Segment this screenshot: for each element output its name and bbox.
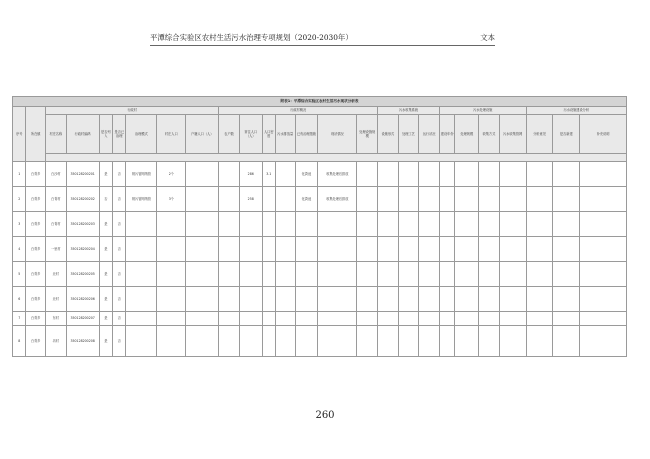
table-cell: 7 bbox=[13, 312, 26, 326]
table-cell bbox=[219, 287, 240, 312]
col-header-facility-form: 设施形式 bbox=[378, 115, 399, 154]
table-cell bbox=[126, 212, 157, 237]
table-cell bbox=[419, 312, 440, 326]
col-header-operation: 运行状况 bbox=[419, 115, 440, 154]
table-cell: 350128200201 bbox=[66, 162, 99, 187]
table-cell bbox=[239, 312, 262, 326]
table-cell bbox=[219, 237, 240, 262]
table-cell bbox=[439, 237, 454, 262]
table-cell: 收集处理后排放 bbox=[318, 162, 357, 187]
table-cell bbox=[157, 312, 186, 326]
group-header-collection: 污水收集系统 bbox=[378, 107, 440, 115]
table-cell bbox=[479, 326, 500, 357]
col-header-new: 是否新建 bbox=[553, 115, 580, 154]
col-header-facility-scale: 处理设施规模 bbox=[357, 115, 378, 154]
table-cell bbox=[378, 262, 399, 287]
table-cell bbox=[186, 237, 219, 262]
table-cell bbox=[553, 287, 580, 312]
table-cell bbox=[499, 287, 526, 312]
table-cell: 是 bbox=[99, 237, 112, 262]
table-cell: 否 bbox=[99, 187, 112, 212]
table-cell bbox=[126, 262, 157, 287]
table-cell: 坊村 bbox=[46, 326, 67, 357]
col-header-status: 现状情况 bbox=[318, 115, 357, 154]
table-cell: 否 bbox=[113, 237, 126, 262]
table-cell bbox=[219, 262, 240, 287]
table-cell bbox=[157, 326, 186, 357]
table-cell bbox=[157, 262, 186, 287]
table-cell bbox=[479, 237, 500, 262]
table-cell: 白青乡 bbox=[26, 237, 46, 262]
table-cell bbox=[318, 287, 357, 312]
table-cell: 白青乡 bbox=[26, 326, 46, 357]
table-cell: 350128200207 bbox=[66, 312, 99, 326]
table-cell: 350128200202 bbox=[66, 187, 99, 212]
table-cell bbox=[419, 187, 440, 212]
table-cell: 白青村 bbox=[46, 187, 67, 212]
table-cell bbox=[262, 312, 275, 326]
table-cell bbox=[378, 212, 399, 237]
table-cell bbox=[526, 326, 553, 357]
col-header-collection-method: 收集方式 bbox=[479, 115, 500, 154]
col-header-network: 污水收集管网 bbox=[499, 115, 526, 154]
table-cell bbox=[186, 262, 219, 287]
table-cell bbox=[219, 312, 240, 326]
table-cell bbox=[275, 287, 295, 312]
table-cell: 否 bbox=[113, 312, 126, 326]
table-cell: 白青乡 bbox=[26, 212, 46, 237]
col-header-listed: 是否列入 bbox=[99, 115, 112, 154]
table-cell bbox=[455, 326, 479, 357]
table-cell: 否 bbox=[113, 162, 126, 187]
table-cell: 3.1 bbox=[262, 162, 275, 187]
table-cell bbox=[439, 162, 454, 187]
table-cell bbox=[126, 287, 157, 312]
table-cell bbox=[580, 287, 627, 312]
table-cell bbox=[262, 212, 275, 237]
header-spacer-row bbox=[46, 154, 627, 162]
table-body bbox=[13, 162, 627, 357]
survey-table bbox=[12, 96, 627, 357]
table-cell bbox=[526, 212, 553, 237]
table-cell bbox=[126, 237, 157, 262]
table-row bbox=[13, 326, 627, 357]
table-cell: 白青乡 bbox=[26, 287, 46, 312]
table-cell bbox=[479, 187, 500, 212]
table-cell bbox=[186, 287, 219, 312]
col-header-households: 农户数 bbox=[219, 115, 240, 154]
table-cell bbox=[378, 237, 399, 262]
table-cell: 纳污管网纳管 bbox=[126, 162, 157, 187]
table-cell bbox=[318, 312, 357, 326]
table-cell bbox=[357, 212, 378, 237]
table-cell: 6 bbox=[13, 287, 26, 312]
table-cell bbox=[455, 237, 479, 262]
table-cell bbox=[186, 162, 219, 187]
table-cell bbox=[378, 187, 399, 212]
table-cell: 东村 bbox=[46, 312, 67, 326]
table-cell: 是 bbox=[99, 162, 112, 187]
table-cell bbox=[378, 312, 399, 326]
table-cell: 是 bbox=[99, 312, 112, 326]
col-header-registered: 户籍人口（人） bbox=[186, 115, 219, 154]
table-cell bbox=[479, 212, 500, 237]
table-row bbox=[13, 212, 627, 237]
table-cell bbox=[275, 212, 295, 237]
table-cell bbox=[455, 212, 479, 237]
table-cell bbox=[553, 262, 580, 287]
table-cell: 2 bbox=[13, 187, 26, 212]
table-cell: 是 bbox=[99, 326, 112, 357]
table-cell bbox=[262, 187, 275, 212]
page-number: 260 bbox=[315, 410, 335, 421]
group-header-overview: 行政村概况 bbox=[219, 107, 378, 115]
table-cell bbox=[357, 326, 378, 357]
table-cell bbox=[126, 326, 157, 357]
table-cell bbox=[219, 187, 240, 212]
table-cell bbox=[295, 287, 318, 312]
table-cell bbox=[499, 237, 526, 262]
table-cell: 350128200208 bbox=[66, 326, 99, 357]
table-cell: 否 bbox=[113, 187, 126, 212]
table-cell bbox=[455, 187, 479, 212]
table-cell: 否 bbox=[113, 212, 126, 237]
table-cell: 白沙村 bbox=[46, 162, 67, 187]
table-cell bbox=[419, 162, 440, 187]
table-cell bbox=[479, 312, 500, 326]
table-cell bbox=[455, 162, 479, 187]
table-row bbox=[13, 287, 627, 312]
table-cell bbox=[157, 237, 186, 262]
table-cell bbox=[239, 262, 262, 287]
table-cell bbox=[455, 287, 479, 312]
table-cell bbox=[455, 262, 479, 287]
table-cell bbox=[526, 262, 553, 287]
table-cell bbox=[275, 162, 295, 187]
col-header-opinion: 分析意见 bbox=[526, 115, 553, 154]
table-cell bbox=[219, 162, 240, 187]
col-header-index: 序号 bbox=[13, 107, 26, 162]
table-cell bbox=[455, 312, 479, 326]
table-cell bbox=[499, 187, 526, 212]
group-header-treatment: 污水处理设施 bbox=[439, 107, 526, 115]
table-cell bbox=[357, 237, 378, 262]
table-cell bbox=[479, 162, 500, 187]
table-cell bbox=[219, 212, 240, 237]
col-header-village-code: 行政村编码 bbox=[66, 115, 99, 154]
table-cell bbox=[186, 326, 219, 357]
table-cell bbox=[157, 212, 186, 237]
table-cell bbox=[526, 312, 553, 326]
col-header-density: 人口密度 bbox=[262, 115, 275, 154]
table-cell bbox=[526, 162, 553, 187]
table-cell bbox=[275, 262, 295, 287]
table-cell bbox=[553, 162, 580, 187]
table-cell bbox=[262, 326, 275, 357]
table-cell bbox=[580, 262, 627, 287]
table-cell bbox=[275, 312, 295, 326]
table-cell bbox=[262, 237, 275, 262]
table-cell bbox=[580, 212, 627, 237]
table-cell: 白青村 bbox=[46, 212, 67, 237]
table-cell bbox=[239, 287, 262, 312]
table-cell bbox=[439, 212, 454, 237]
col-header-mode: 治理模式 bbox=[126, 115, 157, 154]
table-cell: 3个 bbox=[157, 187, 186, 212]
table-cell bbox=[239, 212, 262, 237]
table-row bbox=[13, 162, 627, 187]
table-cell bbox=[419, 237, 440, 262]
table-cell: 是 bbox=[99, 262, 112, 287]
table-cell bbox=[479, 262, 500, 287]
table-cell bbox=[398, 187, 419, 212]
table-cell bbox=[398, 162, 419, 187]
table-cell bbox=[580, 187, 627, 212]
table-cell bbox=[295, 262, 318, 287]
table-cell: 化粪池 bbox=[295, 162, 318, 187]
table-cell bbox=[499, 262, 526, 287]
table-cell bbox=[295, 212, 318, 237]
col-header-notes: 补充说明 bbox=[580, 115, 627, 154]
table-caption: 附表1：平潭综合实验区农村生活污水现状分析表 bbox=[13, 97, 627, 107]
table-cell bbox=[499, 326, 526, 357]
table-cell bbox=[262, 287, 275, 312]
table-cell: 一里村 bbox=[46, 237, 67, 262]
table-cell bbox=[526, 287, 553, 312]
table-row bbox=[13, 187, 627, 212]
col-header-measures: 已有治理措施 bbox=[295, 115, 318, 154]
table-cell bbox=[239, 237, 262, 262]
table-cell: 是 bbox=[99, 212, 112, 237]
table-cell bbox=[419, 287, 440, 312]
table-cell bbox=[157, 287, 186, 312]
table-cell bbox=[398, 237, 419, 262]
table-row bbox=[13, 312, 627, 326]
document-kind: 文本 bbox=[480, 33, 495, 42]
col-header-resident: 常住人口（人） bbox=[239, 115, 262, 154]
table-cell bbox=[479, 287, 500, 312]
table-cell bbox=[398, 312, 419, 326]
table-cell bbox=[580, 312, 627, 326]
col-header-year: 建设年份 bbox=[439, 115, 454, 154]
table-cell bbox=[419, 212, 440, 237]
table-cell: 白青乡 bbox=[26, 162, 46, 187]
table-cell: 2个 bbox=[157, 162, 186, 187]
table-cell bbox=[499, 312, 526, 326]
table-cell bbox=[378, 162, 399, 187]
table-cell bbox=[186, 212, 219, 237]
table-cell bbox=[580, 237, 627, 262]
table-cell: 350128200203 bbox=[66, 212, 99, 237]
table-cell bbox=[526, 237, 553, 262]
page-header bbox=[150, 32, 495, 44]
table-cell bbox=[580, 162, 627, 187]
table-cell bbox=[318, 237, 357, 262]
col-header-town: 所在镇 bbox=[26, 107, 46, 162]
table-cell: 否 bbox=[113, 287, 126, 312]
table-cell bbox=[499, 162, 526, 187]
table-cell bbox=[295, 312, 318, 326]
table-cell bbox=[553, 326, 580, 357]
table-cell: 化粪池 bbox=[295, 187, 318, 212]
col-header-process: 处理工艺 bbox=[398, 115, 419, 154]
table-cell bbox=[357, 262, 378, 287]
table-cell bbox=[262, 262, 275, 287]
table-cell bbox=[553, 212, 580, 237]
table-cell bbox=[439, 187, 454, 212]
table-cell bbox=[398, 326, 419, 357]
table-cell bbox=[398, 262, 419, 287]
table-cell: 否 bbox=[113, 262, 126, 287]
table-cell: 286 bbox=[239, 162, 262, 187]
table-cell bbox=[419, 326, 440, 357]
col-header-capacity: 处理规模 bbox=[455, 115, 479, 154]
table-cell bbox=[398, 287, 419, 312]
table-row bbox=[13, 237, 627, 262]
table-cell bbox=[553, 237, 580, 262]
table-cell: 258 bbox=[239, 187, 262, 212]
table-cell: 1 bbox=[13, 162, 26, 187]
col-header-treated: 是否已治理 bbox=[113, 115, 126, 154]
table-cell: 白青乡 bbox=[26, 262, 46, 287]
table-cell bbox=[398, 212, 419, 237]
table-cell bbox=[439, 262, 454, 287]
table-cell bbox=[499, 212, 526, 237]
table-row bbox=[13, 262, 627, 287]
table-cell bbox=[439, 312, 454, 326]
table-cell bbox=[318, 212, 357, 237]
table-cell bbox=[318, 326, 357, 357]
header-rule bbox=[150, 45, 495, 46]
table-cell bbox=[419, 262, 440, 287]
table-cell bbox=[439, 287, 454, 312]
table-cell: 否 bbox=[113, 326, 126, 357]
group-header-analysis: 污水设施建设分析 bbox=[526, 107, 626, 115]
table-cell bbox=[357, 312, 378, 326]
table-cell bbox=[378, 287, 399, 312]
table-cell: 是 bbox=[99, 287, 112, 312]
table-cell bbox=[275, 237, 295, 262]
table-cell: 白青乡 bbox=[26, 312, 46, 326]
table-cell bbox=[378, 326, 399, 357]
table-cell bbox=[126, 312, 157, 326]
table-cell bbox=[186, 187, 219, 212]
table-cell bbox=[275, 187, 295, 212]
table-cell: 5 bbox=[13, 262, 26, 287]
table-cell bbox=[580, 326, 627, 357]
table-cell: 3 bbox=[13, 212, 26, 237]
table-cell bbox=[439, 326, 454, 357]
table-cell bbox=[357, 287, 378, 312]
table-cell: 8 bbox=[13, 326, 26, 357]
table-cell: 收集处理后排放 bbox=[318, 187, 357, 212]
col-header-population: 村庄人口 bbox=[157, 115, 186, 154]
table-cell: 350128200206 bbox=[66, 287, 99, 312]
table-cell: 纳污管网纳管 bbox=[126, 187, 157, 212]
table-cell: 4 bbox=[13, 237, 26, 262]
table-cell bbox=[553, 187, 580, 212]
col-header-discharge: 污水排放量 bbox=[275, 115, 295, 154]
table-cell: 北村 bbox=[46, 287, 67, 312]
document-title: 平潭综合实验区农村生活污水治理专项规划（2020-2030年） bbox=[150, 33, 353, 42]
col-header-village-name: 村庄名称 bbox=[46, 115, 67, 154]
table-cell bbox=[186, 312, 219, 326]
table-cell bbox=[239, 326, 262, 357]
table-cell bbox=[295, 237, 318, 262]
table-cell bbox=[295, 326, 318, 357]
group-header-village: 行政村 bbox=[46, 107, 219, 115]
table-cell: 白青乡 bbox=[26, 187, 46, 212]
table-cell: 350128200204 bbox=[66, 237, 99, 262]
table-cell bbox=[526, 187, 553, 212]
table-cell bbox=[275, 326, 295, 357]
table-cell bbox=[219, 326, 240, 357]
table-cell bbox=[357, 162, 378, 187]
table-cell bbox=[318, 262, 357, 287]
table-cell: 北村 bbox=[46, 262, 67, 287]
table-cell: 350128200205 bbox=[66, 262, 99, 287]
table-cell bbox=[357, 187, 378, 212]
table-cell bbox=[553, 312, 580, 326]
